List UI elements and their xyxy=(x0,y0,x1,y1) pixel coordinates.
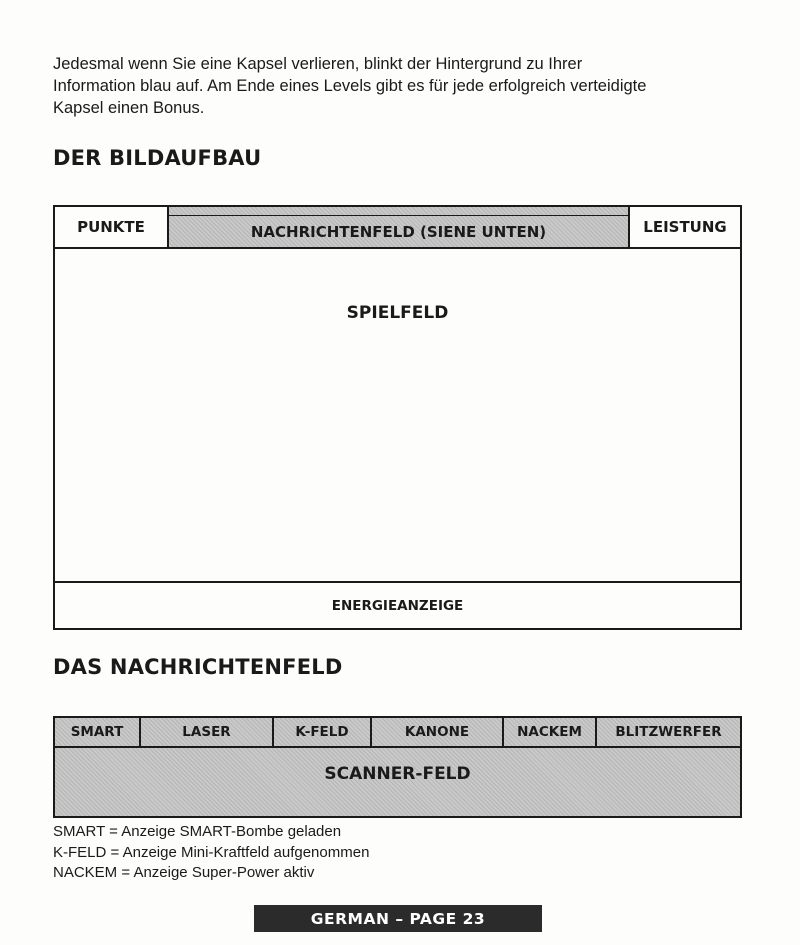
nackem-cell: NACKEM xyxy=(504,718,597,746)
intro-line: Kapsel einen Bonus. xyxy=(53,99,205,117)
k-feld-cell: K-FELD xyxy=(274,718,372,746)
screen-top-bar xyxy=(55,207,740,249)
definitions-list xyxy=(53,822,369,884)
message-field-row xyxy=(55,718,740,748)
heading-nachrichtenfeld: DAS NACHRICHTENFELD xyxy=(53,655,343,679)
smart-cell: SMART xyxy=(55,718,141,746)
leistung-cell: LEISTUNG xyxy=(628,207,740,247)
intro-line: Information blau auf. Am Ende eines Levels gibt es für jede erfolgreich verteidigte xyxy=(53,77,647,95)
scanner-feld-label: SCANNER-FELD xyxy=(324,764,471,784)
definition-item: K-FELD = Anzeige Mini-Kraftfeld aufgenommen xyxy=(53,843,370,861)
nachrichtenfeld-stripe xyxy=(169,207,628,216)
page-footer: GERMAN – PAGE 23 xyxy=(254,905,542,932)
nachrichtenfeld-cell xyxy=(169,207,628,247)
definition-item: NACKEM = Anzeige Super-Power aktiv xyxy=(53,864,315,881)
intro-line: Jedesmal wenn Sie eine Kapsel verlieren, blinkt der Hintergrund zu Ihrer xyxy=(53,55,583,73)
laser-cell: LASER xyxy=(141,718,274,746)
nachrichtenfeld-label: NACHRICHTENFELD (SIENE UNTEN) xyxy=(169,216,628,247)
intro-paragraph xyxy=(53,53,753,119)
screen-layout-diagram xyxy=(53,205,742,630)
kanone-cell: KANONE xyxy=(372,718,504,746)
heading-bildaufbau: DER BILDAUFBAU xyxy=(53,146,262,170)
blitzwerfer-cell: BLITZWERFER xyxy=(615,724,722,740)
message-field-diagram xyxy=(53,716,742,818)
spielfeld-label: SPIELFELD xyxy=(346,303,449,323)
energieanzeige-cell: ENERGIEANZEIGE xyxy=(55,581,740,628)
punkte-cell: PUNKTE xyxy=(55,207,169,247)
definition-item: SMART = Anzeige SMART-Bombe geladen xyxy=(53,823,342,840)
